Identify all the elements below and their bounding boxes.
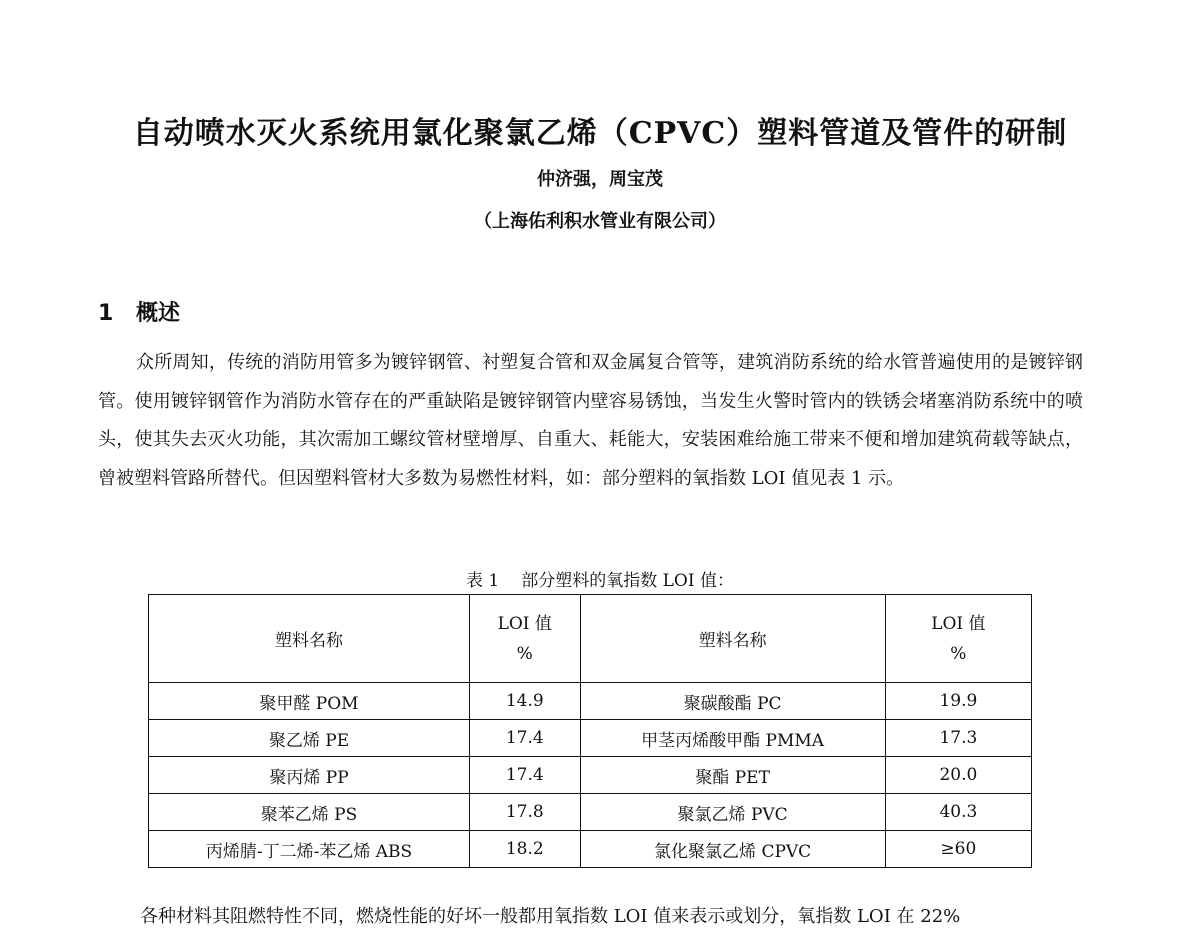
section-number: 1 bbox=[98, 301, 114, 326]
plastic-name: 甲茎丙烯酸甲酯 PMMA bbox=[580, 720, 885, 757]
plastic-name: 聚酯 PET bbox=[580, 757, 885, 794]
table-caption bbox=[0, 566, 1200, 591]
table-caption-label: 表 1 bbox=[466, 571, 500, 591]
loi-value: 17.4 bbox=[470, 757, 580, 794]
loi-value: 17.8 bbox=[470, 794, 580, 831]
plastic-name: 聚乙烯 PE bbox=[149, 720, 470, 757]
trailing-paragraph: 各种材料其阻燃特性不同，燃烧性能的好坏一般都用氧指数 LOI 值来表示或划分，氧指数 LOI 在 22% bbox=[140, 906, 961, 927]
header-loi-unit: % bbox=[516, 643, 533, 664]
header-name-col2: 塑料名称 bbox=[580, 595, 885, 683]
table-row bbox=[149, 720, 1032, 757]
loi-value: 17.4 bbox=[470, 720, 580, 757]
section-title: 概述 bbox=[136, 301, 181, 326]
plastic-name: 聚苯乙烯 PS bbox=[149, 794, 470, 831]
table-header-row bbox=[149, 595, 1032, 683]
loi-value: ≥60 bbox=[885, 831, 1031, 868]
section-heading bbox=[98, 296, 180, 327]
loi-value: 19.9 bbox=[885, 683, 1031, 720]
loi-value: 20.0 bbox=[885, 757, 1031, 794]
table-row bbox=[149, 794, 1032, 831]
header-name-col1: 塑料名称 bbox=[149, 595, 470, 683]
plastic-name: 丙烯腈-丁二烯-苯乙烯 ABS bbox=[149, 831, 470, 868]
loi-table bbox=[148, 594, 1032, 868]
header-loi-label: LOI 值 bbox=[931, 613, 986, 634]
header-loi-col1 bbox=[470, 595, 580, 683]
table-row bbox=[149, 831, 1032, 868]
header-loi-label: LOI 值 bbox=[497, 613, 552, 634]
plastic-name: 聚氯乙烯 PVC bbox=[580, 794, 885, 831]
plastic-name: 聚甲醛 POM bbox=[149, 683, 470, 720]
authors: 仲济强，周宝茂 bbox=[537, 169, 663, 190]
plastic-name: 聚丙烯 PP bbox=[149, 757, 470, 794]
plastic-name: 聚碳酸酯 PC bbox=[580, 683, 885, 720]
paper-title: 自动喷水灭火系统用氯化聚氯乙烯（CPVC）塑料管道及管件的研制 bbox=[132, 116, 1068, 151]
header-loi-unit: % bbox=[950, 643, 967, 664]
loi-value: 40.3 bbox=[885, 794, 1031, 831]
body-paragraph: 众所周知，传统的消防用管多为镀锌钢管、衬塑复合管和双金属复合管等，建筑消防系统的给水管普遍使用的是镀锌钢管。使用镀锌钢管作为消防水管存在的严重缺陷是镀锌钢管内壁容易锈蚀，当发生火警时管内的铁锈会堵塞消防系统中的喷头，使其失去灭火功能，其次需加工螺纹管材壁增厚、自重大、耗能大，安装困难给施工带来不便和增加建筑荷载等缺点，曾被塑料管路所替代。但因塑料管材大多数为易燃性材料，如：部分塑料的氧指数 LOI 值见表 1 示。 bbox=[98, 352, 1083, 489]
header-loi-col2 bbox=[885, 595, 1031, 683]
table-caption-text: 部分塑料的氧指数 LOI 值： bbox=[521, 571, 734, 591]
loi-value: 14.9 bbox=[470, 683, 580, 720]
loi-value: 17.3 bbox=[885, 720, 1031, 757]
affiliation: （上海佑利积水管业有限公司） bbox=[474, 211, 726, 232]
table-row bbox=[149, 683, 1032, 720]
loi-value: 18.2 bbox=[470, 831, 580, 868]
plastic-name: 氯化聚氯乙烯 CPVC bbox=[580, 831, 885, 868]
table-row bbox=[149, 757, 1032, 794]
